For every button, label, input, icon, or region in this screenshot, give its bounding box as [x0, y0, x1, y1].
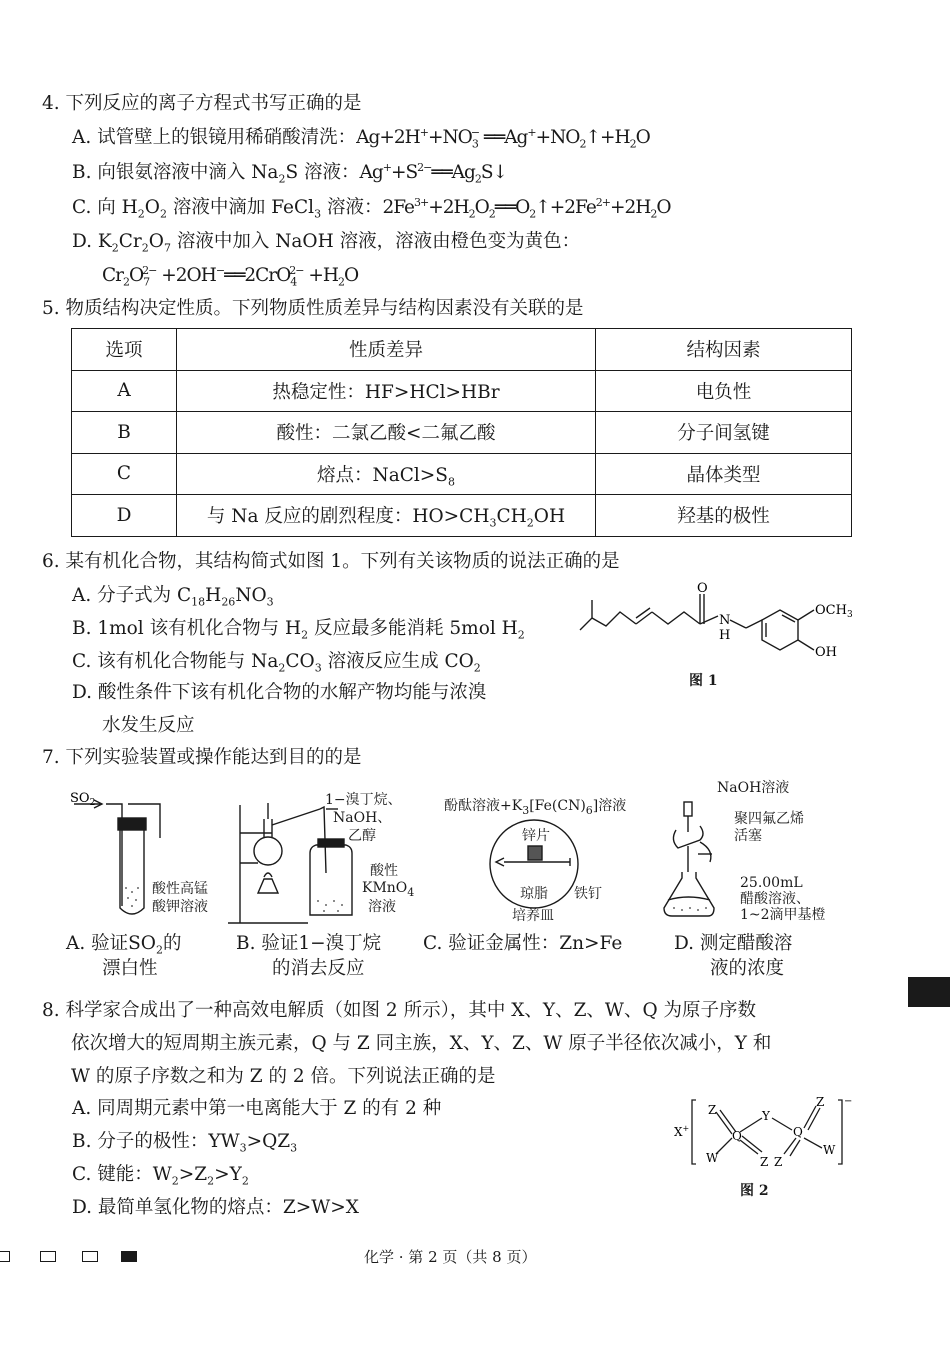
- row-option: C: [72, 453, 177, 495]
- figB-solution-label-2: KMnO$_4$: [362, 880, 415, 899]
- q4-option-a: A. 试管壁上的银镜用稀硝酸清洗：$Ag+2H^++NO_3^-$ $══Ag^++NO_2↑+H_2O$: [72, 125, 650, 151]
- q6-stem: 6. 某有机化合物，其结构简式如图 1。下列有关该物质的说法正确的是: [42, 551, 620, 572]
- row-factor: 分子间氢键: [596, 412, 852, 454]
- q7-option-d-line1: D. 测定醋酸溶: [674, 933, 793, 954]
- row-property: 酸性：二氯乙酸<二氟乙酸: [177, 412, 596, 454]
- row-option: D: [72, 495, 177, 537]
- q8-option-a: A. 同周期元素中第一电离能大于 Z 的有 2 种: [72, 1098, 442, 1119]
- z-label-2: Z: [816, 1095, 825, 1109]
- row-factor: 晶体类型: [596, 453, 852, 495]
- figure-1-caption: 图 1: [689, 673, 718, 689]
- footer-marker-3: [82, 1251, 98, 1262]
- q7-option-b-line1: B. 验证1−溴丁烷: [236, 933, 382, 954]
- q-label-1: Q: [732, 1129, 742, 1143]
- apparatus-d: [660, 780, 740, 925]
- figA-solution-label-1: 酸性高锰: [152, 881, 208, 897]
- q4-option-d-equation: $Cr_2O_7^{2-}$ +2OH−══2CrO$_4^{2-}$ $+H_2O$: [102, 263, 359, 289]
- q7-option-a-line2: 漂白性: [102, 958, 158, 979]
- figC-zinc-label: 锌片: [522, 828, 550, 844]
- q7-option-c: C. 验证金属性：Zn>Fe: [423, 933, 623, 954]
- oh-label: OH: [815, 645, 837, 660]
- figC-nail-label: 铁钉: [574, 886, 602, 902]
- q8-stem-line1: 8. 科学家合成出了一种高效电解质（如图 2 所示），其中 X、Y、Z、W、Q 为原子序数: [42, 1000, 756, 1021]
- z-label-3: Z: [760, 1155, 769, 1169]
- row-option: B: [72, 412, 177, 454]
- header-property: 性质差异: [177, 329, 596, 371]
- page-footer: 化学 · 第 2 页（共 8 页）: [364, 1248, 537, 1266]
- q8-option-b: B. 分子的极性：$YW_3>QZ_3$: [72, 1131, 298, 1155]
- page-edge-marker: [908, 977, 950, 1007]
- table-header-row: [72, 329, 852, 371]
- o-label: O: [697, 581, 708, 596]
- q6-option-b: B. 1mol 该有机化合物与 $H_2$ 反应最多能消耗 5mol $H_2$: [72, 618, 525, 642]
- header-option: 选项: [72, 329, 177, 371]
- q7-stem: 7. 下列实验装置或操作能达到目的的是: [42, 747, 362, 768]
- och3-label: $OCH_3$: [815, 603, 853, 620]
- figB-reactant-label-2: NaOH、: [333, 810, 392, 826]
- figC-dish-label: 培养皿: [512, 908, 554, 924]
- n-label: N: [719, 613, 731, 628]
- figD-naoh-label: NaOH溶液: [717, 780, 790, 796]
- q7-option-a-line1: A. 验证$SO_2$的: [66, 933, 182, 957]
- figure-1-structure: [570, 580, 860, 670]
- figB-reactant-label-3: 乙醇: [348, 828, 376, 844]
- row-factor: 羟基的极性: [596, 495, 852, 537]
- h-label: H: [719, 628, 731, 643]
- table-row: [72, 412, 852, 454]
- w-label-2: W: [823, 1143, 836, 1157]
- q8-stem-line2: 依次增大的短周期主族元素，Q 与 Z 同主族，X、Y、Z、W 原子半径依次减小，Y 和: [71, 1033, 772, 1054]
- footer-marker-2: [40, 1251, 56, 1262]
- row-property: 与 Na 反应的剧烈程度：$HO>CH_3CH_2OH$: [177, 495, 596, 537]
- row-property: 热稳定性：HF>HCl>HBr: [177, 370, 596, 412]
- q6-option-d-cont: 水发生反应: [102, 715, 195, 736]
- q8-stem-line3: W 的原子序数之和为 Z 的 2 倍。下列说法正确的是: [71, 1066, 496, 1087]
- figD-ptfe-label-1: 聚四氟乙烯: [734, 811, 804, 827]
- q8-option-c: C. 键能：$W_2>Z_2>Y_2$: [72, 1164, 249, 1188]
- footer-marker-4: [121, 1251, 137, 1262]
- table-row: [72, 495, 852, 537]
- row-factor: 电负性: [596, 370, 852, 412]
- table-row: [72, 370, 852, 412]
- figB-solution-label-3: 溶液: [368, 899, 396, 915]
- z-label-1: Z: [708, 1103, 717, 1117]
- q4-option-c: C. 向 $H_2O_2$ 溶液中滴加 FeCl$_3$ 溶液：$2Fe^{3+}+2H_2O_2══O_2↑+2Fe^{2+}+2H_2O$: [72, 195, 671, 221]
- q4-option-b: B. 向银氨溶液中滴入 $Na_2S$ 溶液：$Ag^++S^{2-}══Ag_2S↓$: [72, 160, 508, 186]
- so2-label: $SO_2$: [70, 791, 96, 808]
- w-label-1: W: [706, 1151, 719, 1165]
- footer-marker-1: [0, 1251, 10, 1262]
- q8-option-d: D. 最简单氢化物的熔点：Z>W>X: [72, 1197, 359, 1218]
- q4-option-d: D. $K_2Cr_2O_7$ 溶液中加入 NaOH 溶液，溶液由橙色变为黄色：: [72, 231, 581, 255]
- table-row: [72, 453, 852, 495]
- figC-solution-label: 酚酞溶液$+K_3[Fe(CN)_6]$溶液: [444, 798, 627, 817]
- q5-table: [71, 328, 852, 537]
- q6-option-c: C. 该有机化合物能与 $Na_2CO_3$ 溶液反应生成 $CO_2$: [72, 651, 481, 675]
- header-factor: 结构因素: [596, 329, 852, 371]
- figD-volume-label: 25.00mL: [740, 875, 803, 891]
- z-label-4: Z: [774, 1155, 783, 1169]
- q7-option-b-line2: 的消去反应: [272, 958, 365, 979]
- figB-solution-label-1: 酸性: [370, 863, 398, 879]
- figure-2-caption: 图 2: [740, 1183, 769, 1199]
- row-option: A: [72, 370, 177, 412]
- q4-stem: 4. 下列反应的离子方程式书写正确的是: [42, 93, 362, 114]
- figC-agar-label: 琼脂: [520, 886, 548, 902]
- x-label: X+: [674, 1124, 690, 1139]
- figD-acid-label: 醋酸溶液、: [740, 891, 810, 907]
- q5-stem: 5. 物质结构决定性质。下列物质性质差异与结构因素没有关联的是: [42, 298, 584, 319]
- figB-reactant-label-1: 1−溴丁烷、: [325, 792, 402, 808]
- q6-option-a: A. 分子式为 $C_{18}H_{26}NO_3$: [72, 585, 274, 609]
- q-label-2: Q: [793, 1125, 803, 1139]
- charge-label: −: [844, 1096, 853, 1107]
- row-property: 熔点：$NaCl>S_8$: [177, 453, 596, 495]
- y-label: Y: [762, 1109, 770, 1123]
- q7-option-d-line2: 液的浓度: [710, 958, 785, 979]
- figD-ptfe-label-2: 活塞: [734, 828, 762, 844]
- figure-2-structure: [670, 1092, 860, 1172]
- figD-indicator-label: 1~2滴甲基橙: [740, 907, 826, 923]
- q6-option-d: D. 酸性条件下该有机化合物的水解产物均能与浓溴: [72, 682, 487, 703]
- figA-solution-label-2: 酸钾溶液: [152, 899, 208, 915]
